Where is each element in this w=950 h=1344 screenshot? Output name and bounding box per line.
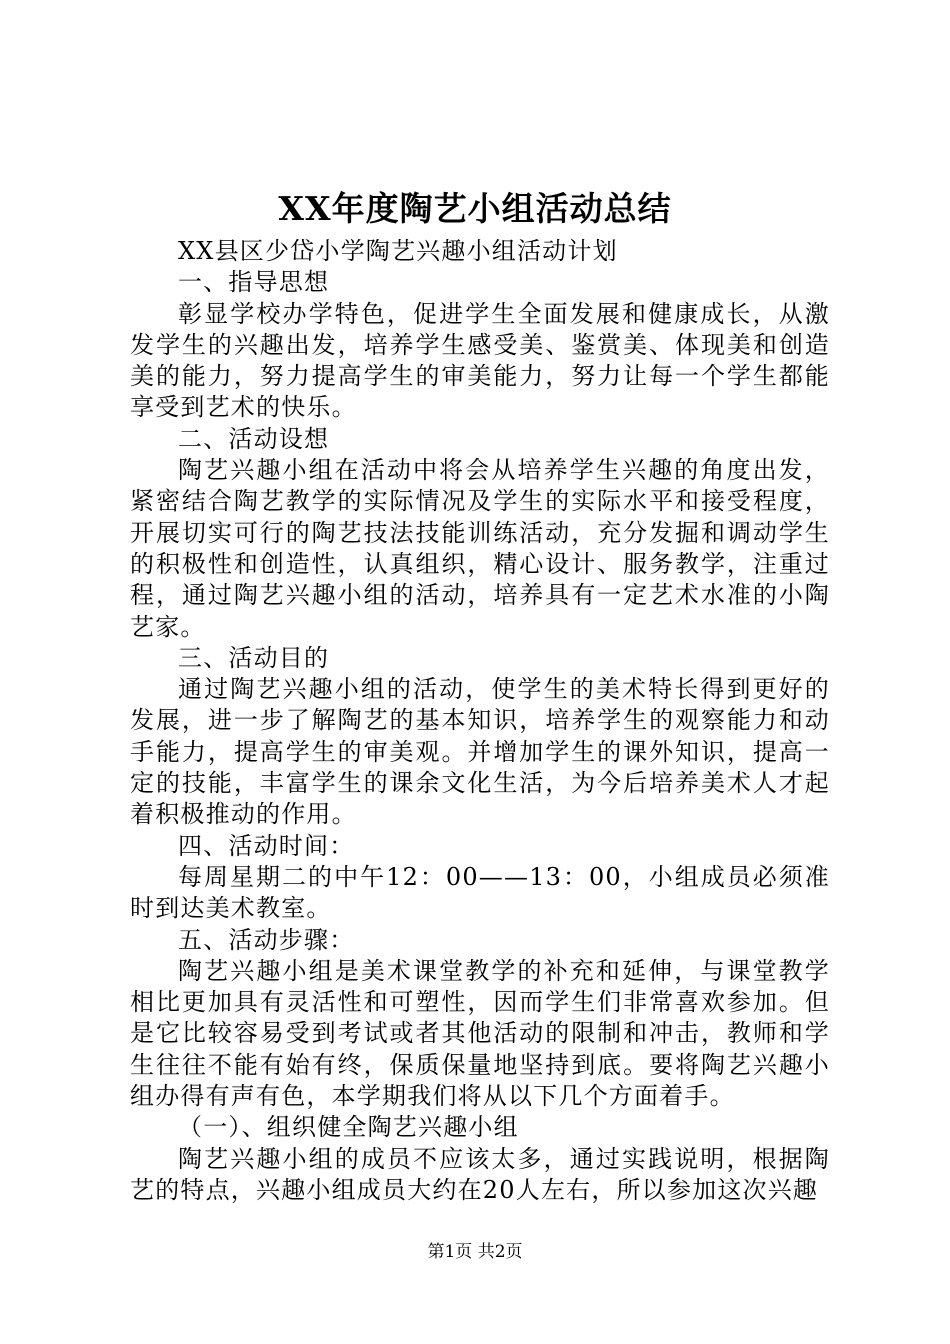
section-paragraph: 陶艺兴趣小组的成员不应该太多，通过实践说明，根据陶艺的特点，兴趣小组成员大约在20人左右，所以参加这次兴趣 [130,1144,830,1204]
document-body [130,236,830,1206]
page-indicator: 第1页 共2页 [427,1242,523,1262]
section-heading: 一、指导思想 [178,268,330,297]
section-paragraph: 每周星期二的中午12：00——13：00，小组成员必须准时到达美术教室。 [130,862,830,923]
section-paragraph: 陶艺兴趣小组是美术课堂教学的补充和延伸，与课堂教学相比更加具有灵活性和可塑性，因而学生们非常喜欢参加。但是它比较容易受到考试或者其他活动的限制和冲击，教师和学生往往不能有始有终，保质保量地坚持到底。要将陶艺兴趣小组办得有声有色，本学期我们将从以下几个方面着手。 [130,956,830,1111]
section-heading: 四、活动时间： [178,831,355,860]
section-paragraph: 通过陶艺兴趣小组的活动，使学生的美术特长得到更好的发展，进一步了解陶艺的基本知识，培养学生的观察能力和动手能力，提高学生的审美观。并增加学生的课外知识，提高一定的技能，丰富学生的课余文化生活，为今后培养美术人才起着积极推动的作用。 [130,675,830,829]
document-title: XX年度陶艺小组活动总结 [278,189,672,228]
section-paragraph: 彰显学校办学特色，促进学生全面发展和健康成长，从激发学生的兴趣出发，培养学生感受美、鉴赏美、体现美和创造美的能力，努力提高学生的审美能力，努力让每一个学生都能享受到艺术的快乐。 [130,299,830,422]
section-heading: 二、活动设想 [178,424,330,453]
section-heading: 三、活动目的 [178,643,330,672]
section-heading: 五、活动步骤： [178,925,355,954]
section-paragraph: 陶艺兴趣小组在活动中将会从培养学生兴趣的角度出发，紧密结合陶艺教学的实际情况及学生的实际水平和接受程度，开展切实可行的陶艺技法技能训练活动，充分发掘和调动学生的积极性和创造性，认真组织，精心设计、服务教学，注重过程，通过陶艺兴趣小组的活动，培养具有一定艺术水准的小陶艺家。 [130,456,830,641]
document-subtitle: XX县区少岱小学陶艺兴趣小组活动计划 [178,237,618,265]
subsection-heading: （一）、组织健全陶艺兴趣小组 [178,1113,519,1142]
